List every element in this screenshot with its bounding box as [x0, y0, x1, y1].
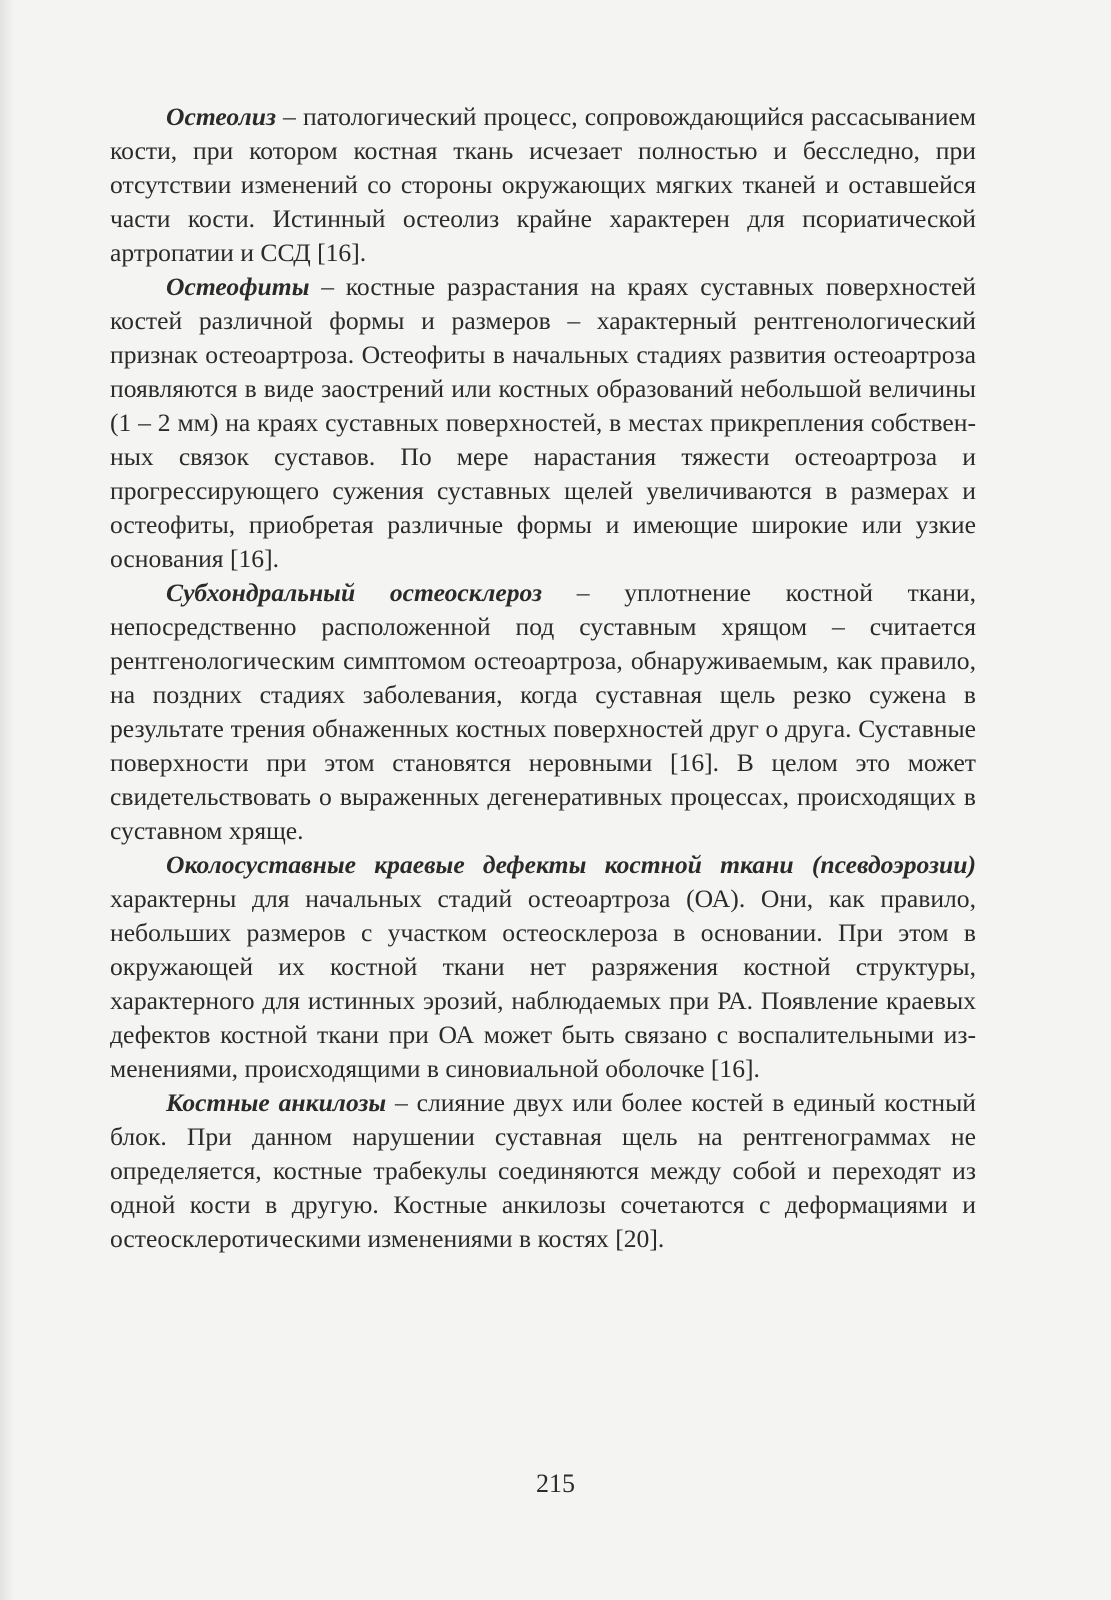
page-number: 215 — [536, 1469, 575, 1498]
paragraph-pseudoerosions-body: характерны для начальных стадий остеоартроза (ОА). Они, как правило, небольших размеров с участком остеосклероза в основании. При этом в окружающей их костной ткани нет разряжения костной структуры, характерного для истинных эрозий, наблюдаемых при РА. Появление краевых дефектов костной ткани при ОА может быть связано с воспалительными изменениями, происходящими в синовиальной оболочке [16]. — [110, 884, 976, 1083]
term-osteophytes: Остеофиты — [166, 272, 310, 301]
term-osteosclerosis: Субхондральный остеосклероз — [166, 578, 543, 607]
scan-edge-shadow — [0, 0, 14, 1600]
term-ankylosis: Костные анкилозы — [166, 1088, 387, 1117]
term-osteolysis: Остеолиз — [166, 102, 276, 131]
paragraph-osteosclerosis — [110, 576, 976, 848]
page-text — [110, 100, 976, 1256]
paragraph-osteophytes — [110, 270, 976, 576]
paragraph-osteosclerosis-body: – уплотнение костной ткани, непосредственно расположенной под суставным хрящом – считается рентгенологическим симптомом остеоартроза, обнаруживаемым, как правило, на поздних стадиях заболевания, когда суставная щель резко сужена в результате трения обнаженных костных поверхностей друг о друга. Суставные поверхности при этом становятся неровными [16]. В целом это может свидетельствовать о выраженных дегенеративных процессах, происходящих в суставном хряще. — [110, 578, 977, 845]
paragraph-osteolysis-body: – патологический процесс, сопровождающийся рассасыванием кости, при котором костная ткань исчезает полностью и бесследно, при отсутствии изменений со стороны окружающих мягких тканей и оставшейся части кости. Истинный остеолиз крайне характерен для псориатической артропатии и ССД [16]. — [110, 102, 976, 267]
paragraph-osteolysis — [110, 100, 976, 270]
paragraph-pseudoerosions — [110, 848, 976, 1086]
paragraph-ankylosis-body: – слияние двух или более костей в единый костный блок. При данном нарушении суставная щель на рентгенограммах не определяется, костные трабекулы соединяются между собой и переходят из одной кости в другую. Костные анкилозы сочетаются с деформациями и остеосклеротическими изменениями в костях [20]. — [110, 1088, 976, 1253]
term-pseudoerosions: Околосуставные краевые дефекты костной ткани (псевдоэрозии) — [166, 850, 976, 879]
paragraph-ankylosis — [110, 1086, 976, 1256]
paragraph-osteophytes-body: – костные разрастания на краях суставных поверхностей костей различной формы и размеров – характерный рентгенологический признак остеоартроза. Остеофиты в начальных стадиях развития остеоартроза появляются в виде заострений или костных образований небольшой величины (1 – 2 мм) на краях суставных поверхностей, в местах прикрепления собственных связок суставов. По мере нарастания тяжести остеоартроза и прогрессирующего сужения суставных щелей увеличиваются в размерах и остеофиты, приобретая различные формы и имеющие широкие или узкие основания [16]. — [110, 272, 976, 573]
